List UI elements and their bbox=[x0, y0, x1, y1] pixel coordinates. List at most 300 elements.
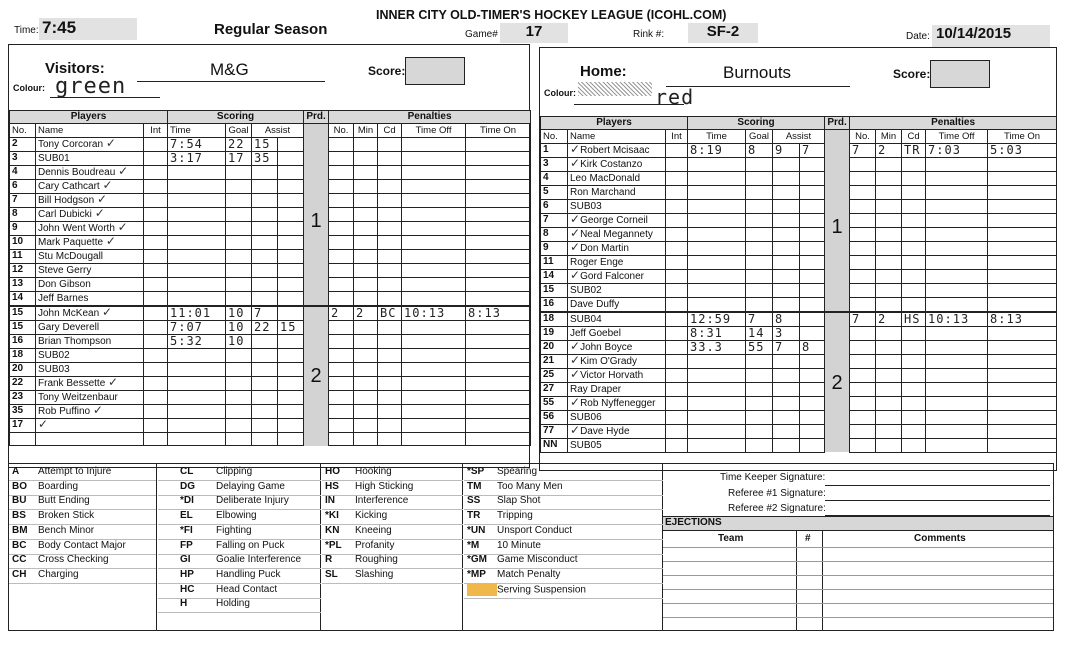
penalty-off[interactable] bbox=[402, 404, 466, 418]
assist-2[interactable] bbox=[278, 348, 304, 362]
penalty-min[interactable] bbox=[354, 404, 378, 418]
penalty-no[interactable] bbox=[850, 382, 876, 396]
penalty-off[interactable] bbox=[402, 390, 466, 404]
assist-1[interactable]: 22 bbox=[252, 320, 278, 334]
assist-2[interactable] bbox=[278, 263, 304, 277]
player-name[interactable] bbox=[568, 143, 666, 157]
assist-1[interactable] bbox=[252, 249, 278, 263]
int-cell[interactable] bbox=[666, 396, 688, 410]
penalty-on[interactable] bbox=[466, 376, 531, 390]
penalty-on[interactable] bbox=[466, 221, 531, 235]
goal-scorer[interactable] bbox=[226, 193, 252, 207]
penalty-cd[interactable] bbox=[902, 438, 926, 452]
assist-2[interactable] bbox=[278, 362, 304, 376]
player-name[interactable] bbox=[568, 227, 666, 241]
int-cell[interactable] bbox=[666, 283, 688, 297]
player-name[interactable] bbox=[36, 390, 144, 404]
penalty-no[interactable] bbox=[329, 151, 354, 165]
assist-2[interactable] bbox=[800, 312, 825, 327]
goal-scorer[interactable] bbox=[226, 390, 252, 404]
player-number[interactable]: 20 bbox=[541, 340, 568, 354]
penalty-min[interactable] bbox=[354, 235, 378, 249]
goal-scorer[interactable] bbox=[226, 418, 252, 432]
goal-scorer[interactable] bbox=[226, 277, 252, 291]
penalty-off[interactable] bbox=[402, 432, 466, 445]
assist-2[interactable] bbox=[278, 418, 304, 432]
assist-1[interactable] bbox=[252, 193, 278, 207]
goal-time[interactable] bbox=[688, 396, 746, 410]
player-name[interactable] bbox=[36, 291, 144, 306]
assist-1[interactable]: 35 bbox=[252, 151, 278, 165]
assist-1[interactable] bbox=[252, 277, 278, 291]
penalty-on[interactable] bbox=[466, 235, 531, 249]
penalty-on[interactable] bbox=[466, 348, 531, 362]
penalty-no[interactable] bbox=[329, 418, 354, 432]
penalty-off[interactable] bbox=[402, 362, 466, 376]
goal-scorer[interactable]: 17 bbox=[226, 151, 252, 165]
player-name[interactable] bbox=[568, 438, 666, 452]
penalty-cd[interactable] bbox=[902, 213, 926, 227]
assist-1[interactable]: 15 bbox=[252, 137, 278, 151]
int-cell[interactable] bbox=[666, 171, 688, 185]
penalty-min[interactable] bbox=[876, 382, 902, 396]
penalty-cd[interactable] bbox=[378, 235, 402, 249]
penalty-cd[interactable] bbox=[378, 193, 402, 207]
int-cell[interactable] bbox=[144, 249, 168, 263]
penalty-off[interactable] bbox=[926, 410, 988, 424]
penalty-min[interactable] bbox=[354, 179, 378, 193]
goal-scorer[interactable]: 8 bbox=[746, 143, 773, 157]
int-cell[interactable] bbox=[666, 213, 688, 227]
player-name[interactable] bbox=[36, 207, 144, 221]
player-number[interactable]: NN bbox=[541, 438, 568, 452]
penalty-off[interactable] bbox=[926, 157, 988, 171]
player-name[interactable] bbox=[36, 221, 144, 235]
penalty-on[interactable] bbox=[466, 432, 531, 445]
goal-time[interactable] bbox=[688, 255, 746, 269]
penalty-min[interactable] bbox=[876, 241, 902, 255]
assist-2[interactable]: 7 bbox=[800, 143, 825, 157]
assist-1[interactable]: 3 bbox=[773, 326, 800, 340]
assist-2[interactable] bbox=[800, 283, 825, 297]
goal-scorer[interactable] bbox=[226, 263, 252, 277]
assist-2[interactable] bbox=[800, 171, 825, 185]
penalty-off[interactable] bbox=[402, 291, 466, 306]
penalty-on[interactable] bbox=[466, 179, 531, 193]
penalty-cd[interactable] bbox=[902, 185, 926, 199]
penalty-min[interactable] bbox=[876, 283, 902, 297]
player-number[interactable]: 55 bbox=[541, 396, 568, 410]
penalty-off[interactable] bbox=[402, 151, 466, 165]
goal-time[interactable]: 8:31 bbox=[688, 326, 746, 340]
penalty-off[interactable] bbox=[926, 326, 988, 340]
assist-2[interactable] bbox=[278, 193, 304, 207]
penalty-off[interactable] bbox=[926, 213, 988, 227]
assist-2[interactable] bbox=[278, 151, 304, 165]
assist-1[interactable] bbox=[252, 263, 278, 277]
int-cell[interactable] bbox=[144, 404, 168, 418]
penalty-min[interactable] bbox=[876, 269, 902, 283]
int-cell[interactable] bbox=[144, 418, 168, 432]
player-number[interactable] bbox=[10, 432, 36, 445]
goal-time[interactable] bbox=[168, 221, 226, 235]
goal-scorer[interactable] bbox=[746, 283, 773, 297]
penalty-cd[interactable] bbox=[378, 221, 402, 235]
penalty-cd[interactable] bbox=[902, 241, 926, 255]
penalty-on[interactable] bbox=[988, 213, 1057, 227]
penalty-off[interactable] bbox=[926, 340, 988, 354]
date-field[interactable] bbox=[932, 25, 1050, 47]
player-number[interactable]: 14 bbox=[10, 291, 36, 306]
penalty-min[interactable] bbox=[876, 255, 902, 269]
goal-time[interactable] bbox=[688, 368, 746, 382]
penalty-min[interactable] bbox=[876, 368, 902, 382]
ejection-row[interactable] bbox=[663, 547, 1053, 548]
penalty-cd[interactable] bbox=[378, 179, 402, 193]
penalty-cd[interactable] bbox=[902, 283, 926, 297]
penalty-no[interactable] bbox=[329, 263, 354, 277]
penalty-cd[interactable]: TR bbox=[902, 143, 926, 157]
player-name[interactable] bbox=[568, 340, 666, 354]
penalty-cd[interactable] bbox=[378, 390, 402, 404]
penalty-on[interactable] bbox=[988, 326, 1057, 340]
goal-scorer[interactable] bbox=[226, 165, 252, 179]
penalty-off[interactable]: 10:13 bbox=[926, 312, 988, 327]
assist-2[interactable] bbox=[278, 376, 304, 390]
player-name[interactable] bbox=[36, 348, 144, 362]
penalty-off[interactable] bbox=[926, 354, 988, 368]
int-cell[interactable] bbox=[144, 334, 168, 348]
assist-1[interactable] bbox=[773, 171, 800, 185]
penalty-no[interactable]: 2 bbox=[329, 306, 354, 321]
penalty-off[interactable] bbox=[402, 179, 466, 193]
goal-time[interactable] bbox=[688, 199, 746, 213]
penalty-no[interactable] bbox=[850, 213, 876, 227]
penalty-on[interactable] bbox=[466, 404, 531, 418]
penalty-cd[interactable] bbox=[902, 227, 926, 241]
penalty-on[interactable] bbox=[988, 424, 1057, 438]
assist-1[interactable] bbox=[252, 221, 278, 235]
penalty-off[interactable] bbox=[926, 255, 988, 269]
penalty-cd[interactable] bbox=[902, 157, 926, 171]
penalty-no[interactable] bbox=[329, 235, 354, 249]
penalty-cd[interactable] bbox=[378, 362, 402, 376]
penalty-min[interactable] bbox=[354, 249, 378, 263]
penalty-no[interactable]: 7 bbox=[850, 312, 876, 327]
penalty-on[interactable] bbox=[988, 382, 1057, 396]
penalty-no[interactable] bbox=[850, 340, 876, 354]
goal-time[interactable] bbox=[168, 165, 226, 179]
int-cell[interactable] bbox=[144, 291, 168, 306]
goal-time[interactable] bbox=[688, 157, 746, 171]
penalty-no[interactable] bbox=[329, 249, 354, 263]
player-number[interactable]: 16 bbox=[541, 297, 568, 312]
goal-time[interactable] bbox=[168, 207, 226, 221]
goal-scorer[interactable] bbox=[746, 354, 773, 368]
assist-2[interactable] bbox=[800, 424, 825, 438]
player-name[interactable] bbox=[36, 334, 144, 348]
goal-time[interactable] bbox=[168, 432, 226, 445]
int-cell[interactable] bbox=[144, 376, 168, 390]
goal-time[interactable] bbox=[168, 418, 226, 432]
penalty-on[interactable] bbox=[988, 157, 1057, 171]
penalty-off[interactable] bbox=[926, 438, 988, 452]
assist-2[interactable] bbox=[278, 277, 304, 291]
assist-2[interactable] bbox=[800, 213, 825, 227]
penalty-on[interactable] bbox=[988, 227, 1057, 241]
player-name[interactable] bbox=[568, 326, 666, 340]
penalty-cd[interactable] bbox=[378, 320, 402, 334]
penalty-off[interactable] bbox=[402, 334, 466, 348]
player-name[interactable] bbox=[36, 165, 144, 179]
assist-1[interactable] bbox=[773, 396, 800, 410]
int-cell[interactable] bbox=[144, 362, 168, 376]
assist-1[interactable] bbox=[773, 368, 800, 382]
int-cell[interactable] bbox=[666, 227, 688, 241]
penalty-no[interactable] bbox=[329, 390, 354, 404]
int-cell[interactable] bbox=[666, 199, 688, 213]
int-cell[interactable] bbox=[666, 297, 688, 312]
int-cell[interactable] bbox=[666, 312, 688, 327]
player-name[interactable] bbox=[36, 376, 144, 390]
penalty-min[interactable] bbox=[876, 227, 902, 241]
goal-scorer[interactable] bbox=[746, 297, 773, 312]
assist-1[interactable] bbox=[773, 438, 800, 452]
int-cell[interactable] bbox=[666, 255, 688, 269]
penalty-off[interactable] bbox=[402, 348, 466, 362]
player-number[interactable]: 15 bbox=[10, 306, 36, 321]
player-name[interactable] bbox=[36, 179, 144, 193]
assist-1[interactable] bbox=[773, 283, 800, 297]
goal-scorer[interactable] bbox=[226, 235, 252, 249]
penalty-min[interactable] bbox=[354, 291, 378, 306]
penalty-on[interactable] bbox=[466, 277, 531, 291]
penalty-no[interactable] bbox=[850, 297, 876, 312]
penalty-min[interactable] bbox=[876, 326, 902, 340]
player-number[interactable]: 9 bbox=[10, 221, 36, 235]
penalty-cd[interactable] bbox=[902, 340, 926, 354]
penalty-no[interactable] bbox=[850, 185, 876, 199]
int-cell[interactable] bbox=[144, 263, 168, 277]
goal-time[interactable] bbox=[688, 241, 746, 255]
penalty-no[interactable] bbox=[329, 320, 354, 334]
penalty-no[interactable] bbox=[850, 438, 876, 452]
assist-2[interactable] bbox=[278, 179, 304, 193]
player-name[interactable] bbox=[568, 424, 666, 438]
penalty-min[interactable] bbox=[876, 171, 902, 185]
goal-time[interactable]: 7:07 bbox=[168, 320, 226, 334]
ejection-row[interactable] bbox=[663, 603, 1053, 604]
penalty-no[interactable] bbox=[329, 291, 354, 306]
goal-scorer[interactable] bbox=[746, 269, 773, 283]
assist-1[interactable] bbox=[252, 404, 278, 418]
goal-scorer[interactable] bbox=[746, 185, 773, 199]
goal-time[interactable] bbox=[168, 179, 226, 193]
player-number[interactable]: 4 bbox=[541, 171, 568, 185]
penalty-on[interactable] bbox=[988, 396, 1057, 410]
penalty-off[interactable] bbox=[926, 396, 988, 410]
player-number[interactable]: 7 bbox=[10, 193, 36, 207]
goal-scorer[interactable] bbox=[746, 213, 773, 227]
player-name[interactable] bbox=[568, 297, 666, 312]
assist-2[interactable] bbox=[278, 207, 304, 221]
goal-time[interactable] bbox=[688, 213, 746, 227]
player-number[interactable]: 2 bbox=[10, 137, 36, 151]
penalty-on[interactable] bbox=[466, 207, 531, 221]
penalty-no[interactable] bbox=[850, 326, 876, 340]
penalty-min[interactable] bbox=[876, 297, 902, 312]
player-number[interactable]: 5 bbox=[541, 185, 568, 199]
goal-scorer[interactable]: 22 bbox=[226, 137, 252, 151]
penalty-no[interactable] bbox=[329, 179, 354, 193]
player-name[interactable] bbox=[36, 263, 144, 277]
penalty-cd[interactable] bbox=[902, 269, 926, 283]
goal-scorer[interactable] bbox=[746, 171, 773, 185]
penalty-no[interactable] bbox=[850, 199, 876, 213]
penalty-on[interactable] bbox=[466, 151, 531, 165]
assist-2[interactable] bbox=[278, 221, 304, 235]
penalty-min[interactable] bbox=[354, 418, 378, 432]
penalty-off[interactable] bbox=[402, 235, 466, 249]
penalty-min[interactable]: 2 bbox=[876, 143, 902, 157]
penalty-cd[interactable] bbox=[902, 368, 926, 382]
goal-time[interactable] bbox=[168, 390, 226, 404]
penalty-cd[interactable]: HS bbox=[902, 312, 926, 327]
penalty-min[interactable] bbox=[354, 390, 378, 404]
penalty-off[interactable] bbox=[926, 368, 988, 382]
player-name[interactable] bbox=[36, 404, 144, 418]
player-name[interactable] bbox=[568, 312, 666, 327]
assist-1[interactable] bbox=[252, 207, 278, 221]
goal-time[interactable] bbox=[168, 348, 226, 362]
penalty-cd[interactable] bbox=[378, 137, 402, 151]
penalty-on[interactable] bbox=[988, 241, 1057, 255]
assist-2[interactable] bbox=[800, 185, 825, 199]
int-cell[interactable] bbox=[144, 165, 168, 179]
penalty-off[interactable] bbox=[402, 418, 466, 432]
goal-scorer[interactable] bbox=[226, 291, 252, 306]
int-cell[interactable] bbox=[666, 185, 688, 199]
assist-1[interactable] bbox=[773, 424, 800, 438]
goal-time[interactable]: 33.3 bbox=[688, 340, 746, 354]
penalty-on[interactable] bbox=[466, 334, 531, 348]
goal-time[interactable] bbox=[688, 283, 746, 297]
player-number[interactable]: 27 bbox=[541, 382, 568, 396]
assist-1[interactable] bbox=[252, 334, 278, 348]
player-name[interactable] bbox=[36, 137, 144, 151]
penalty-off[interactable] bbox=[402, 376, 466, 390]
assist-2[interactable] bbox=[800, 269, 825, 283]
penalty-min[interactable] bbox=[354, 362, 378, 376]
penalty-cd[interactable] bbox=[902, 410, 926, 424]
penalty-no[interactable] bbox=[329, 432, 354, 445]
goal-scorer[interactable] bbox=[226, 207, 252, 221]
penalty-off[interactable] bbox=[402, 221, 466, 235]
penalty-off[interactable] bbox=[926, 269, 988, 283]
player-number[interactable]: 4 bbox=[10, 165, 36, 179]
player-number[interactable]: 12 bbox=[10, 263, 36, 277]
assist-2[interactable] bbox=[278, 165, 304, 179]
penalty-no[interactable] bbox=[329, 277, 354, 291]
goal-scorer[interactable] bbox=[226, 179, 252, 193]
penalty-min[interactable] bbox=[354, 432, 378, 445]
assist-2[interactable] bbox=[800, 157, 825, 171]
goal-time[interactable] bbox=[168, 193, 226, 207]
penalty-no[interactable] bbox=[329, 207, 354, 221]
int-cell[interactable] bbox=[666, 424, 688, 438]
penalty-off[interactable] bbox=[926, 297, 988, 312]
penalty-on[interactable] bbox=[988, 255, 1057, 269]
player-name[interactable] bbox=[36, 151, 144, 165]
penalty-cd[interactable] bbox=[902, 171, 926, 185]
goal-scorer[interactable] bbox=[746, 368, 773, 382]
assist-1[interactable] bbox=[773, 227, 800, 241]
penalty-on[interactable] bbox=[466, 291, 531, 306]
int-cell[interactable] bbox=[144, 306, 168, 321]
int-cell[interactable] bbox=[666, 269, 688, 283]
penalty-off[interactable] bbox=[926, 185, 988, 199]
penalty-off[interactable] bbox=[926, 171, 988, 185]
assist-1[interactable] bbox=[773, 185, 800, 199]
penalty-cd[interactable] bbox=[378, 151, 402, 165]
assist-1[interactable] bbox=[252, 418, 278, 432]
penalty-no[interactable] bbox=[850, 283, 876, 297]
penalty-min[interactable] bbox=[876, 199, 902, 213]
penalty-on[interactable] bbox=[988, 354, 1057, 368]
int-cell[interactable] bbox=[144, 432, 168, 445]
penalty-cd[interactable] bbox=[378, 207, 402, 221]
penalty-on[interactable] bbox=[988, 199, 1057, 213]
assist-2[interactable] bbox=[800, 199, 825, 213]
penalty-min[interactable]: 2 bbox=[354, 306, 378, 321]
penalty-off[interactable] bbox=[926, 283, 988, 297]
penalty-no[interactable] bbox=[850, 269, 876, 283]
penalty-min[interactable]: 2 bbox=[876, 312, 902, 327]
player-number[interactable]: 13 bbox=[10, 277, 36, 291]
goal-scorer[interactable] bbox=[746, 255, 773, 269]
goal-time[interactable] bbox=[688, 185, 746, 199]
goal-scorer[interactable] bbox=[226, 249, 252, 263]
penalty-cd[interactable] bbox=[378, 291, 402, 306]
goal-scorer[interactable]: 10 bbox=[226, 320, 252, 334]
goal-scorer[interactable] bbox=[746, 424, 773, 438]
penalty-off[interactable] bbox=[926, 382, 988, 396]
goal-time[interactable] bbox=[168, 291, 226, 306]
goal-time[interactable]: 7:54 bbox=[168, 137, 226, 151]
int-cell[interactable] bbox=[144, 207, 168, 221]
goal-scorer[interactable] bbox=[746, 396, 773, 410]
int-cell[interactable] bbox=[666, 241, 688, 255]
player-number[interactable]: 14 bbox=[541, 269, 568, 283]
int-cell[interactable] bbox=[144, 151, 168, 165]
penalty-min[interactable] bbox=[354, 334, 378, 348]
int-cell[interactable] bbox=[666, 143, 688, 157]
penalty-on[interactable] bbox=[466, 193, 531, 207]
penalty-min[interactable] bbox=[354, 151, 378, 165]
assist-1[interactable] bbox=[252, 165, 278, 179]
assist-2[interactable] bbox=[278, 432, 304, 445]
rink-field[interactable] bbox=[688, 23, 758, 43]
goal-time[interactable]: 5:32 bbox=[168, 334, 226, 348]
player-name[interactable] bbox=[568, 171, 666, 185]
penalty-no[interactable] bbox=[850, 255, 876, 269]
penalty-on[interactable] bbox=[466, 418, 531, 432]
penalty-on[interactable] bbox=[466, 263, 531, 277]
penalty-cd[interactable] bbox=[902, 326, 926, 340]
int-cell[interactable] bbox=[666, 354, 688, 368]
goal-time[interactable] bbox=[688, 227, 746, 241]
player-number[interactable]: 18 bbox=[10, 348, 36, 362]
